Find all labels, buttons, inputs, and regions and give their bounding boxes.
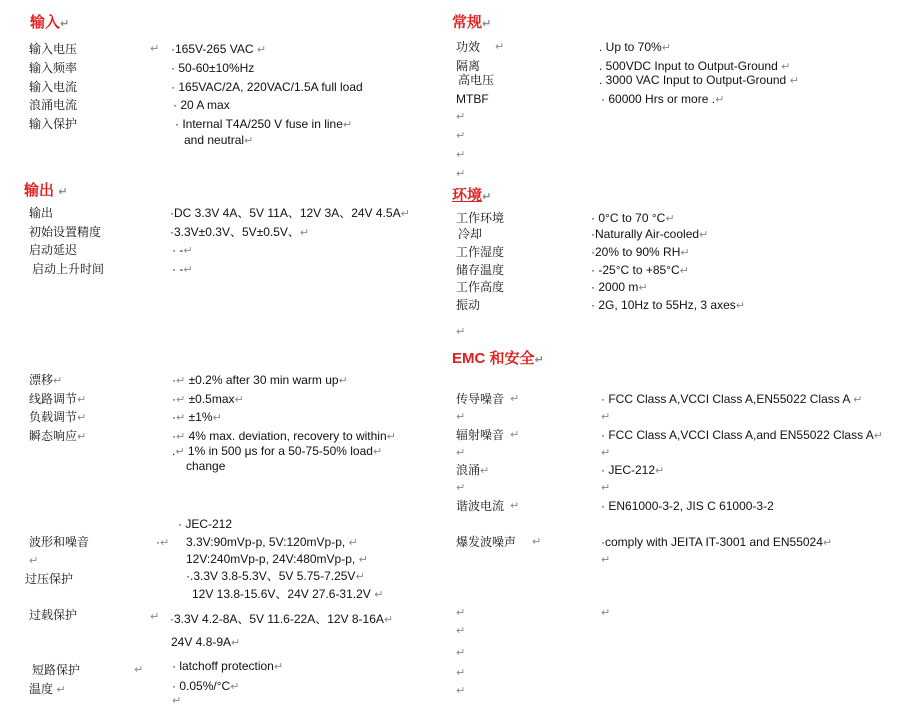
line-regulation-label: 线路调节↵ xyxy=(29,392,87,406)
input-protection-value-2: and neutral↵ xyxy=(184,133,254,147)
temp-coefficient-value: · 0.05%/°C↵ xyxy=(172,679,240,693)
storage-temp-value: · -25°C to +85°C↵ xyxy=(591,263,689,277)
transient-label: 瞬态响应↵ xyxy=(29,429,87,443)
hipot-value: . 3000 VAC Input to Output-Ground ↵ xyxy=(599,73,799,87)
general-heading: 常规↵ xyxy=(452,14,492,31)
load-regulation-value: ·↵ ±1%↵ xyxy=(172,410,222,424)
inrush-current-label: 浪涌电流 xyxy=(29,98,78,112)
vibration-label: 振动 xyxy=(456,298,481,312)
surge-label: 浪涌↵ xyxy=(456,463,490,477)
mtbf-label: MTBF xyxy=(456,92,489,106)
vibration-value: · 2G, 10Hz to 55Hz, 3 axes↵ xyxy=(591,298,745,312)
input-current-value: · 165VAC/2A, 220VAC/1.5A full load xyxy=(171,80,363,94)
olp-value-2: 24V 4.8-9A↵ xyxy=(171,635,241,649)
conducted-noise-label: 传导噪音 xyxy=(456,392,505,406)
ovp-value-1: ·.3.3V 3.8-5.3V、5V 5.75-7.25V↵ xyxy=(186,569,365,583)
radiated-noise-value: · FCC Class A,VCCI Class A,and EN55022 Class A↵ xyxy=(601,428,884,442)
input-frequency-label: 输入频率 xyxy=(29,61,78,75)
cooling-label: 冷却 xyxy=(458,227,483,241)
altitude-value: · 2000 m↵ xyxy=(591,280,648,294)
inrush-current-value: · 20 A max xyxy=(173,98,230,112)
isolation-label: 隔离 xyxy=(456,59,481,73)
startup-delay-label: 启动延迟 xyxy=(29,243,78,257)
humidity-label: 工作湿度 xyxy=(456,245,505,259)
efficiency-value: . Up to 70%↵ xyxy=(599,40,671,54)
olp-value-1: ·3.3V 4.2-8A、5V 11.6-22A、12V 8-16A↵ xyxy=(170,612,394,626)
output-value: ·DC 3.3V 4A、5V 11A、12V 3A、24V 4.5A↵ xyxy=(170,206,410,220)
cooling-value: ·Naturally Air-cooled↵ xyxy=(591,227,709,241)
efficiency-label: 功效 xyxy=(456,40,481,54)
scp-value: · latchoff protection↵ xyxy=(172,659,284,673)
rise-time-value: · -↵ xyxy=(172,262,193,276)
output-heading: 输出 ↵ xyxy=(24,182,68,199)
olp-label: 过载保护 xyxy=(29,608,78,622)
surge-value: · JEC-212↵ xyxy=(601,463,665,477)
ripple-value-2: 12V:240mVp-p, 24V:480mVp-p, ↵ xyxy=(186,552,368,566)
environment-heading: 环境↵ xyxy=(452,187,492,204)
ovp-label: 过压保护 xyxy=(25,572,74,586)
setting-accuracy-value: ·3.3V±0.3V、5V±0.5V、↵ xyxy=(170,225,310,239)
radiated-noise-label: 辐射噪音 xyxy=(456,428,505,442)
temp-coefficient-label: 温度 ↵ xyxy=(29,682,66,696)
harmonic-current-value: · EN61000-3-2, JIS C 61000-3-2 xyxy=(601,499,774,513)
drift-value: ·↵ ±0.2% after 30 min warm up↵ xyxy=(172,373,348,387)
input-frequency-value: · 50-60±10%Hz xyxy=(171,61,255,75)
jec-value: · JEC-212 xyxy=(178,517,233,531)
input-voltage-value: ·165V-265 VAC ↵ xyxy=(171,42,267,56)
rise-time-label: 启动上升时间 xyxy=(32,262,105,276)
emc-heading: EMC 和安全↵ xyxy=(452,350,544,367)
ripple-value-1: 3.3V:90mVp-p, 5V:120mVp-p, ↵ xyxy=(186,535,358,549)
burst-noise-label: 爆发波噪声 xyxy=(456,535,517,549)
transient-value-1: ·↵ 4% max. deviation, recovery to within↵ xyxy=(172,429,396,443)
input-protection-value-1: · Internal T4A/250 V fuse in line↵ xyxy=(175,117,353,131)
output-label: 输出 xyxy=(29,206,54,220)
scp-label: 短路保护 xyxy=(32,663,81,677)
line-regulation-value: ·↵ ±0.5max↵ xyxy=(172,392,244,406)
mtbf-value: · 60000 Hrs or more .↵ xyxy=(601,92,725,106)
input-protection-label: 输入保护 xyxy=(29,117,78,131)
hipot-label: 高电压 xyxy=(458,73,495,87)
drift-label: 漂移↵ xyxy=(29,373,63,387)
altitude-label: 工作高度 xyxy=(456,280,505,294)
operating-temp-label: 工作环境 xyxy=(456,211,505,225)
burst-noise-value: ·comply with JEITA IT-3001 and EN55024↵ xyxy=(601,535,833,549)
storage-temp-label: 储存温度 xyxy=(456,263,505,277)
transient-value-2: .↵ 1% in 500 μs for a 50-75-50% load↵ xyxy=(172,444,383,458)
transient-value-3: change xyxy=(186,459,226,473)
ripple-label: 波形和噪音 xyxy=(29,535,90,549)
operating-temp-value: · 0°C to 70 °C↵ xyxy=(591,211,675,225)
startup-delay-value: · -↵ xyxy=(172,243,193,257)
isolation-value: . 500VDC Input to Output-Ground ↵ xyxy=(599,59,791,73)
ovp-value-2: 12V 13.8-15.6V、24V 27.6-31.2V ↵ xyxy=(192,587,384,601)
setting-accuracy-label: 初始设置精度 xyxy=(29,225,102,239)
input-heading: 输入↵ xyxy=(30,14,70,31)
harmonic-current-label: 谐波电流 xyxy=(456,499,505,513)
conducted-noise-value: · FCC Class A,VCCI Class A,EN55022 Class A ↵ xyxy=(601,392,863,406)
load-regulation-label: 负载调节↵ xyxy=(29,410,87,424)
input-current-label: 输入电流 xyxy=(29,80,78,94)
input-voltage-label: 输入电压 xyxy=(29,42,78,56)
humidity-value: ·20% to 90% RH↵ xyxy=(591,245,690,259)
